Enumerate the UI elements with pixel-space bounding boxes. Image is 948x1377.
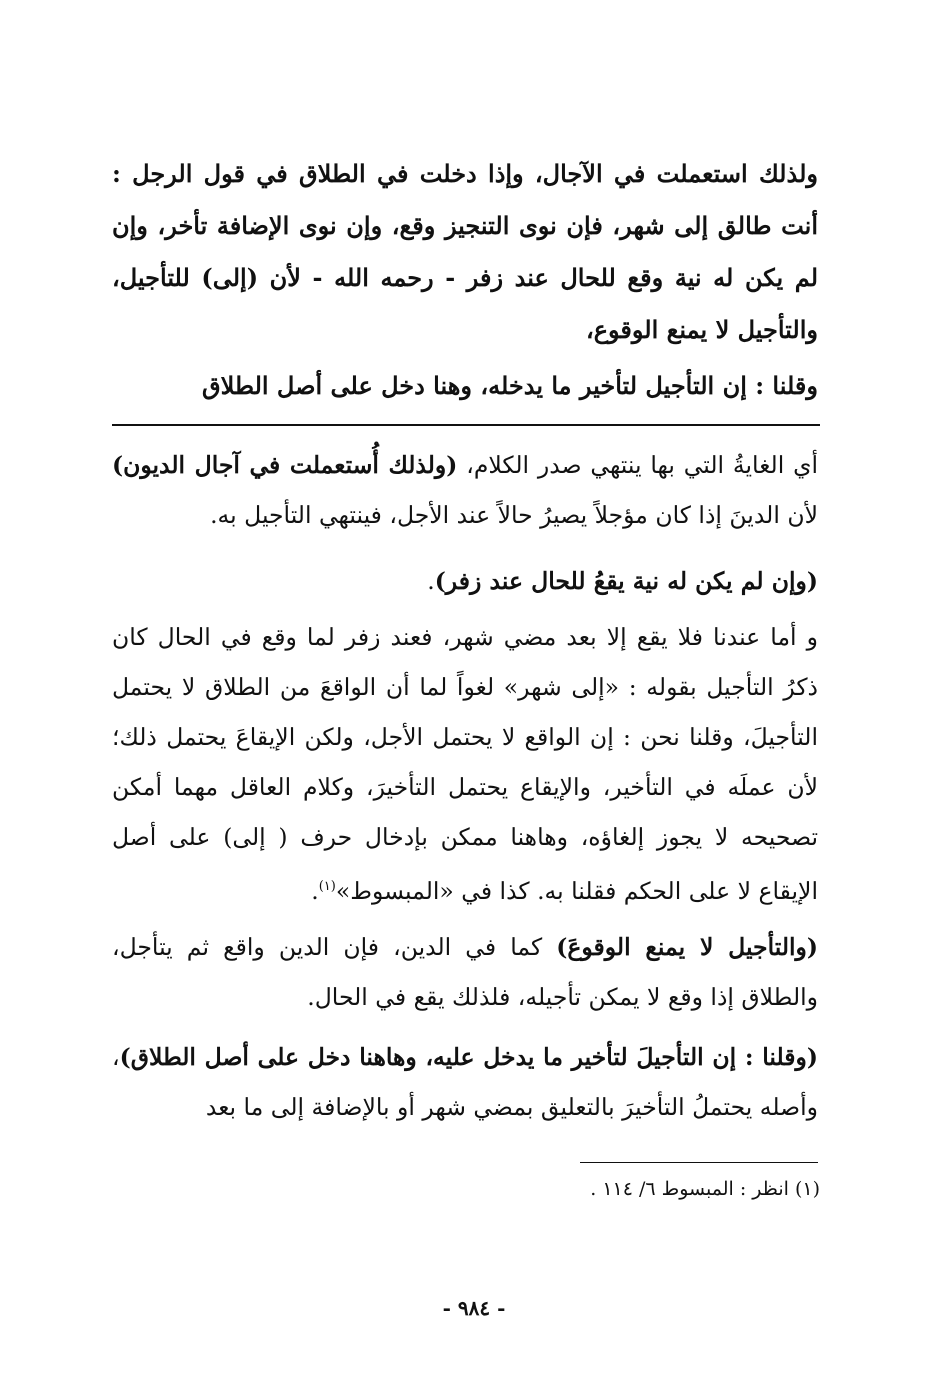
sharh-text: أي الغايةُ التي بها ينتهي صدر الكلام، bbox=[457, 451, 819, 479]
sharh-text: و أما عندنا فلا يقع إلا بعد مضي شهر، فعند زفر لما وقع في الحال كان ذكرُ التأجيل بقوله : «إلى شهر» لغواً لما أن الواقعَ من الطلاق لا يحتمل التأجيلَ، وقلنا نحن : إن الواقع لا يحتمل الأجل، ولكن الإيقاعَ يحتمل ذلك؛ لأن عملَه في التأخير، والإيقاع يحتمل التأخيرَ، وكلام العاقل مهما أمكن تصحيحه لا يجوز إلغاؤه، وهاهنا ممكن بإدخال حرف ( إلى) على أصل الإيقاع لا على الحكم فقلنا به. كذا في «المبسوط» bbox=[112, 623, 819, 905]
sharh-text: لأن الدينَ إذا كان مؤجلاً يصيرُ حالاً عند الأجل، فينتهي التأجيل به. bbox=[210, 501, 818, 529]
footnote: (١) انظر : المبسوط ٦/ ١١٤ . bbox=[590, 1178, 820, 1200]
sharh-paragraph-1 bbox=[112, 440, 818, 540]
separator-line bbox=[112, 424, 820, 426]
matn-paragraph-2: وقلنا : إن التأجيل لتأخير ما يدخله، وهنا دخل على أصل الطلاق bbox=[201, 371, 818, 400]
footnote-separator bbox=[580, 1162, 818, 1163]
sharh-paragraph-2 bbox=[112, 556, 818, 606]
matn-paragraph-1: ولذلك استعملت في الآجال، وإذا دخلت في الطلاق في قول الرجل : أنت طالق إلى شهر، فإن نوى التنجيز وقع، وإن نوى الإضافة تأخر، وإن لم يكن له نية وقع للحال عند زفر - رحمه الله - لأن (إلى) للتأجيل، والتأجيل لا يمنع الوقوع، bbox=[112, 159, 818, 344]
sharh-paragraph-5 bbox=[112, 1032, 818, 1132]
sharh-text: . bbox=[311, 876, 319, 905]
quoted-matn: (وإن لم يكن له نية يقعُ للحال عند زفر) bbox=[434, 567, 818, 595]
sharh-text: كما في الدين، فإن الدين واقع ثم يتأجل، والطلاق إذا وقع لا يمكن تأجيله، فلذلك يقع في الحال. bbox=[112, 933, 818, 1011]
sharh-paragraph-4 bbox=[112, 922, 818, 1022]
sharh-text: . bbox=[427, 567, 435, 595]
page-number: - ٩٨٤ - bbox=[442, 1296, 506, 1320]
quoted-matn: (ولذلك أُستعملت في آجال الديون) bbox=[112, 451, 458, 479]
sharh-paragraph-3 bbox=[112, 612, 818, 916]
sharh-text: ، وأصله يحتملُ التأخيرَ بالتعليق بمضي شهر أو بالإضافة إلى ما بعد bbox=[112, 1043, 818, 1121]
quoted-matn: (وقلنا : إن التأجيلَ لتأخير ما يدخل عليه، وهاهنا دخل على أصل الطلاق) bbox=[119, 1043, 818, 1071]
quoted-matn: (والتأجيل لا يمنع الوقوعَ) bbox=[556, 933, 818, 961]
footnote-ref: (١) bbox=[318, 879, 336, 894]
